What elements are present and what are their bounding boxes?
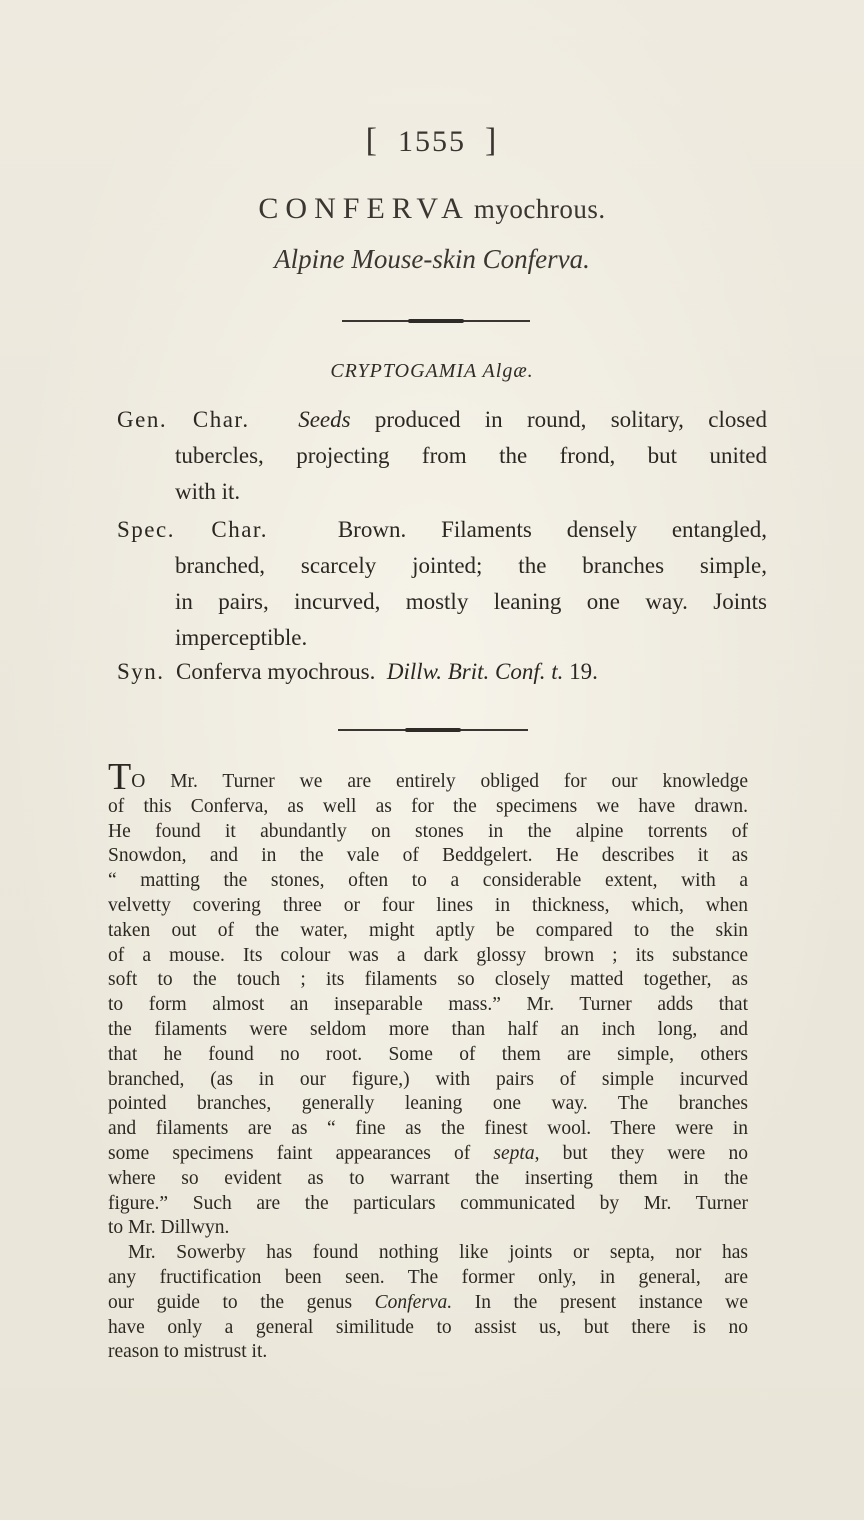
paragraph-line: “ matting the stones, often to a considerable extent, with a — [108, 870, 748, 892]
paragraph-line: to Mr. Dillwyn. — [108, 1217, 230, 1239]
paragraph-line: to form almost an inseparable mass.” Mr. Turner adds that — [108, 994, 748, 1016]
specific-character — [117, 512, 767, 656]
paragraph-line: TO Mr. Turner we are entirely obliged for our knowledge — [108, 756, 748, 798]
classification-class: CRYPTOGAMIA — [330, 360, 477, 382]
classification — [0, 360, 864, 383]
paragraph-line: branched, (as in our figure,) with pairs of simple incurved — [108, 1068, 748, 1090]
paragraph-line: He found it abundantly on stones in the alpine torrents of — [108, 820, 748, 842]
syn-text: Conferva myochrous. — [176, 659, 376, 684]
paragraph-line: figure.” Such are the particulars communicated by Mr. Turner — [108, 1192, 748, 1214]
ornamental-rule-bottom — [338, 729, 528, 731]
paragraph-line: any fructification been seen. The former only, in general, are — [108, 1266, 748, 1288]
gen-char-label: Gen. Char. — [117, 407, 250, 432]
generic-character — [117, 402, 767, 510]
synonym — [117, 654, 767, 690]
paragraph-line: Mr. Sowerby has found nothing like joints or septa, nor has — [128, 1242, 748, 1264]
spec-char-label: Spec. Char. — [117, 517, 269, 542]
syn-line — [117, 654, 767, 690]
spec-char-line: imperceptible. — [175, 625, 308, 650]
paragraph-line: of a mouse. Its colour was a dark glossy brown ; its substance — [108, 944, 748, 966]
spec-char-line: Spec. Char. Brown. Filaments densely entangled, — [117, 517, 767, 542]
classification-order: Algæ. — [482, 360, 534, 382]
spec-char-line: branched, scarcely jointed; the branches simple, — [175, 553, 767, 578]
paragraph-line: where so evident as to warrant the inserting them in the — [108, 1167, 748, 1189]
paragraph-line: and filaments are as “ fine as the finest wool. There were in — [108, 1118, 748, 1140]
paragraph-line: some specimens faint appearances of septa, but they were no — [108, 1142, 748, 1164]
spec-char-line: in pairs, incurved, mostly leaning one way. Joints — [175, 589, 767, 614]
genus-name: CONFERVA — [258, 192, 470, 225]
syn-reference: Dillw. Brit. Conf. t. — [386, 659, 564, 684]
species-title — [0, 192, 864, 226]
paragraph-line: have only a general similitude to assist us, but there is no — [108, 1316, 748, 1338]
page-number-value: 1555 — [398, 125, 466, 158]
syn-plate: 19. — [569, 659, 598, 684]
paragraph-line: the filaments were seldom more than half an inch long, and — [108, 1018, 748, 1040]
gen-char-line: Gen. Char. Seeds produced in round, solitary, closed — [117, 407, 767, 432]
syn-label: Syn. — [117, 659, 165, 684]
gen-char-line: with it. — [175, 479, 241, 504]
paragraph-line: pointed branches, generally leaning one way. The branches — [108, 1093, 748, 1115]
common-name: Alpine Mouse-skin Conferva. — [274, 244, 590, 274]
paragraph-line: Snowdon, and in the vale of Beddgelert. He describes it as — [108, 845, 748, 867]
drop-cap: T — [108, 756, 132, 798]
paragraph-line: soft to the touch ; its filaments so closely matted together, as — [108, 969, 748, 991]
species-name: myochrous. — [473, 194, 606, 224]
paragraph-line: taken out of the water, might aptly be compared to the skin — [108, 919, 748, 941]
gen-char-line: tubercles, projecting from the frond, but united — [175, 443, 767, 468]
paragraph-line: that he found no root. Some of them are simple, others — [108, 1043, 748, 1065]
paragraph-line: velvetty covering three or four lines in thickness, which, when — [108, 894, 748, 916]
page-number: [ 1555 ] — [365, 122, 499, 159]
paragraph-line: reason to mistrust it. — [108, 1341, 268, 1363]
paragraph-line: our guide to the genus Conferva. In the present instance we — [108, 1291, 748, 1313]
paragraph-line: of this Conferva, as well as for the specimens we have drawn. — [108, 795, 748, 817]
description — [108, 756, 748, 1365]
ornamental-rule-top — [342, 320, 530, 322]
